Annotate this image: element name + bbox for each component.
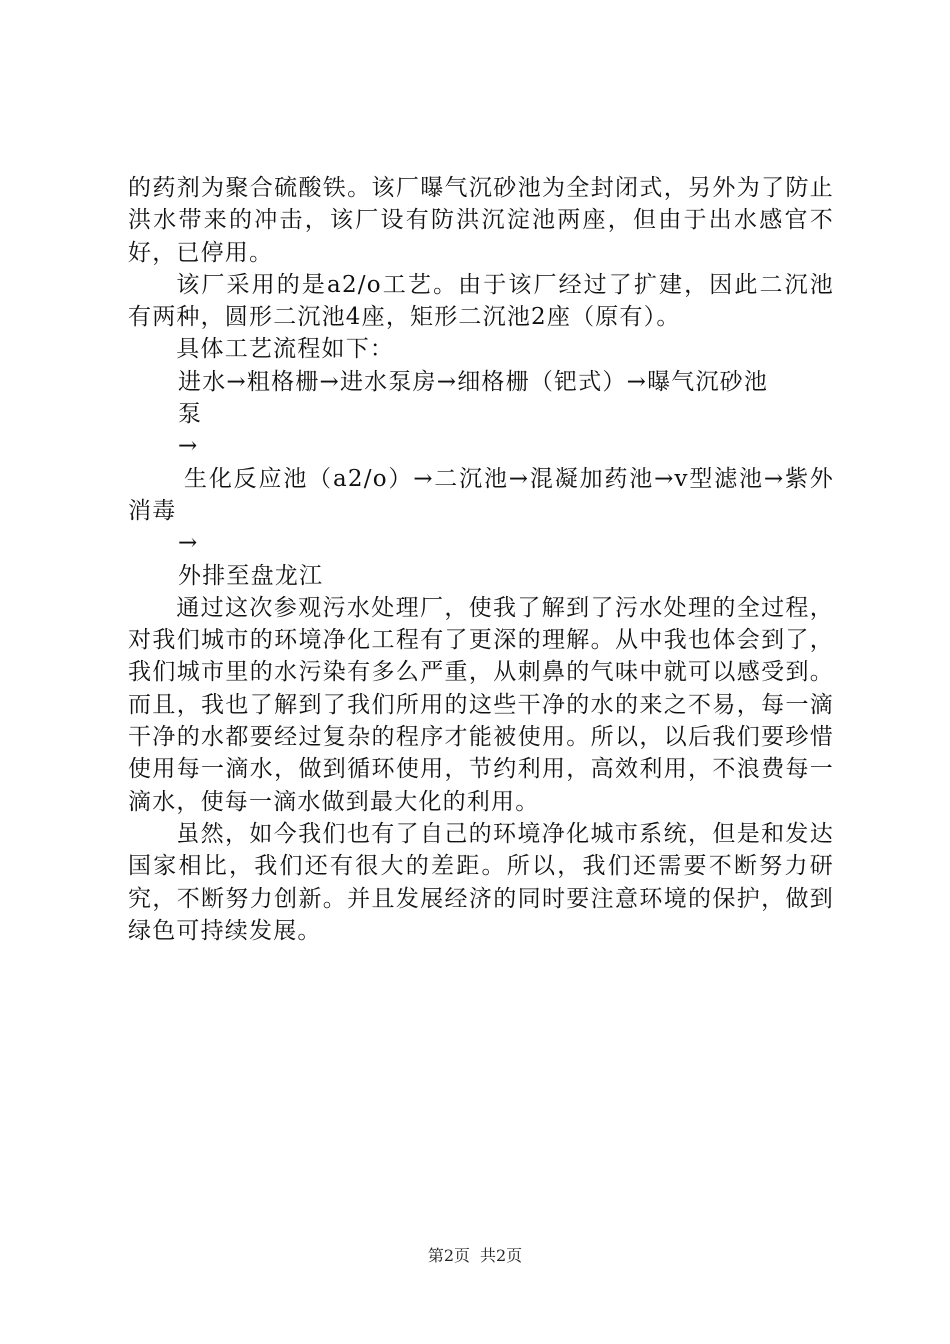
paragraph-process-type: 该厂采用的是a2/o工艺。由于该厂经过了扩建，因此二沉池有两种，圆形二沉池4座，矩形二沉池2座（原有）。 <box>128 271 834 331</box>
paragraph-conclusion: 虽然，如今我们也有了自己的环境净化城市系统，但是和发达国家相比，我们还有很大的差距。所以，我们还需要不断努力研究，不断努力创新。并且发展经济的同时要注意环境的保护，做到绿色可持续发展。 <box>128 820 834 944</box>
page-footer <box>0 1243 950 1266</box>
flow-step-intake: 进水→粗格栅→进水泵房→细格栅（钯式）→曝气沉砂池 <box>178 368 769 395</box>
document-body <box>128 172 834 947</box>
page-total: 共2页 <box>480 1246 523 1265</box>
flow-step-discharge: 外排至盘龙江 <box>178 562 324 589</box>
flow-arrow-1: → <box>178 433 199 460</box>
flow-arrow-2: → <box>178 530 199 557</box>
paragraph-chemical-agent: 的药剂为聚合硫酸铁。该厂曝气沉砂池为全封闭式，另外为了防止洪水带来的冲击，该厂设有防洪沉淀池两座，但由于出水感官不好，已停用。 <box>128 175 834 266</box>
flow-step-treatment: 生化反应池（a2/o）→二沉池→混凝加药池→v型滤池→紫外消毒 <box>128 465 834 524</box>
flow-step-pump: 泵 <box>178 401 203 428</box>
paragraph-reflection: 通过这次参观污水处理厂，使我了解到了污水处理的全过程，对我们城市的环境净化工程有了更深的理解。从中我也体会到了，我们城市里的水污染有多么严重，从刺鼻的气味中就可以感受到。而且，我也了解到了我们所用的这些干净的水的来之不易，每一滴干净的水都要经过复杂的程序才能被使用。所以，以后我们要珍惜使用每一滴水，做到循环使用，节约利用，高效利用，不浪费每一滴水，使每一滴水做到最大化的利用。 <box>128 594 834 815</box>
paragraph-flow-intro: 具体工艺流程如下： <box>176 336 395 363</box>
page-number: 第2页 <box>427 1246 470 1265</box>
